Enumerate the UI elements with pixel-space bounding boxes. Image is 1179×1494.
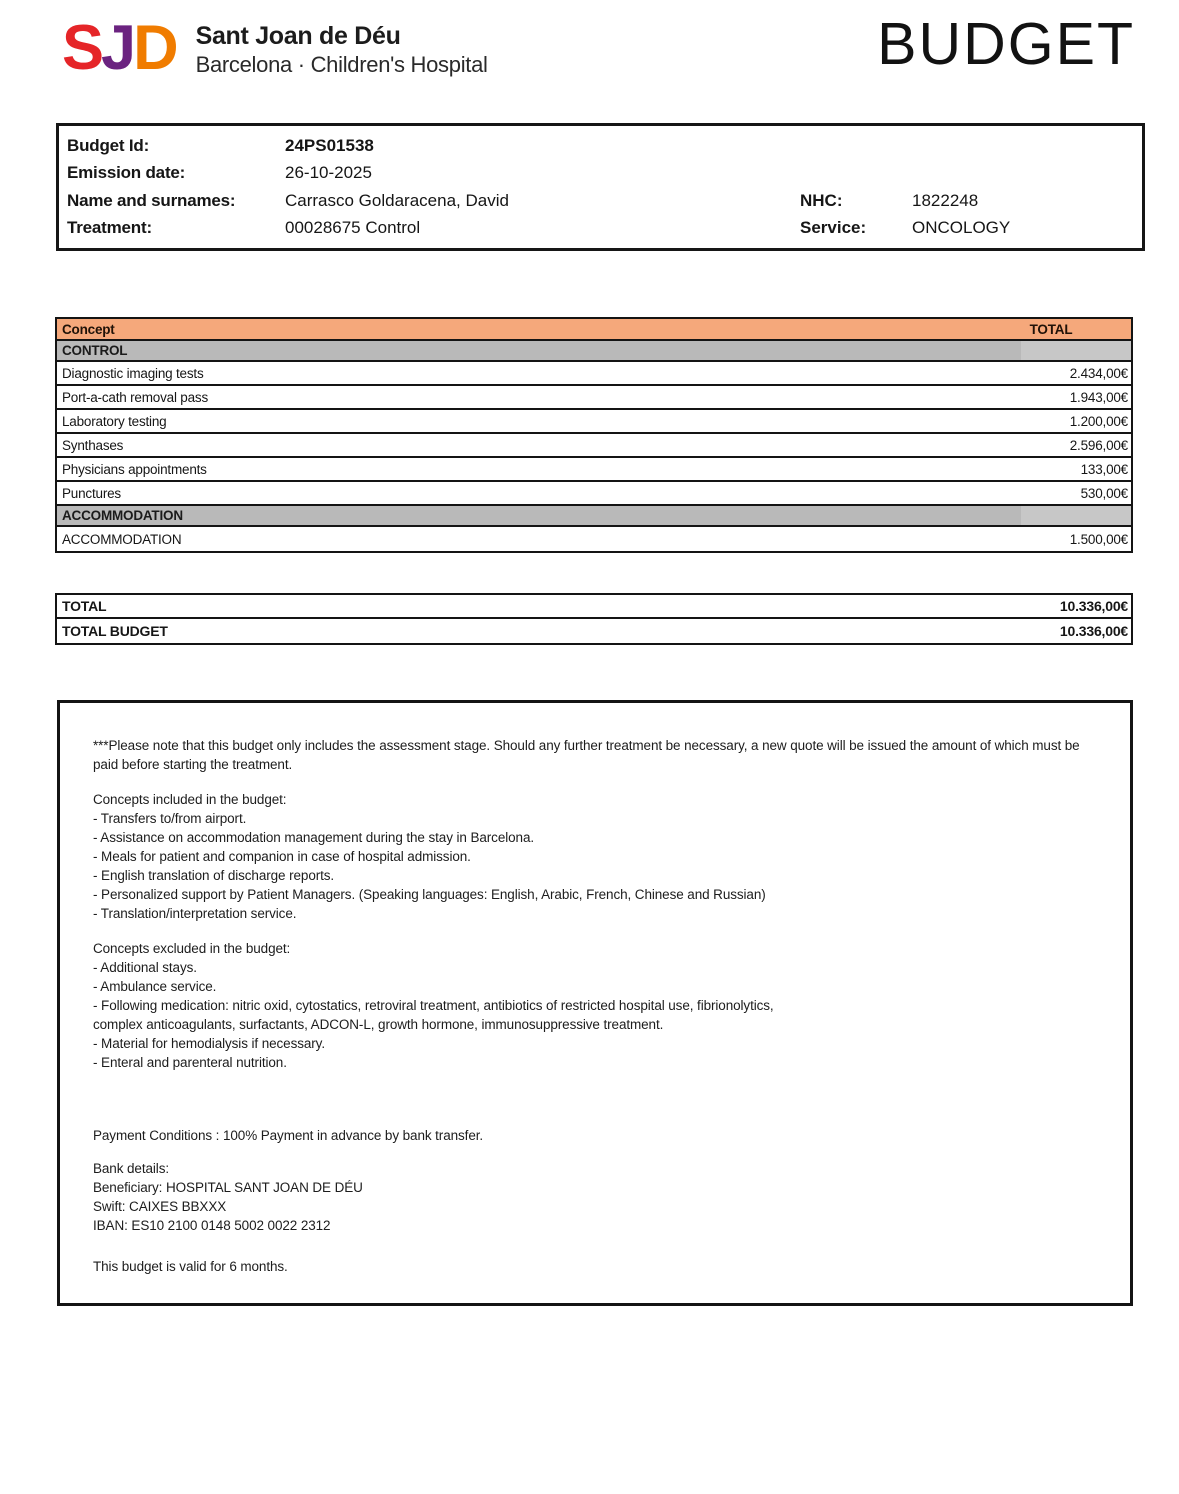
hospital-name: Sant Joan de Déu xyxy=(195,22,401,50)
logo-letter-d: D xyxy=(133,13,176,83)
budget-id-value: 24PS01538 xyxy=(285,135,374,155)
table-header-row xyxy=(57,319,1131,341)
included-item: - English translation of discharge reports. xyxy=(93,868,335,883)
bank-details-title: Bank details: xyxy=(93,1161,169,1176)
info-row-treatment xyxy=(67,215,1134,243)
nhc-label: NHC: xyxy=(800,190,843,210)
bank-beneficiary: Beneficiary: HOSPITAL SANT JOAN DE DÉU xyxy=(93,1180,363,1195)
service-label: Service: xyxy=(800,218,867,238)
table-row xyxy=(57,362,1131,386)
document-title: BUDGET xyxy=(877,11,1135,77)
table-row xyxy=(57,482,1131,506)
table-row xyxy=(57,410,1131,434)
nhc-value: 1822248 xyxy=(912,190,979,210)
logo-letter-s: S xyxy=(62,13,102,83)
total-budget-value: 10.336,00€ xyxy=(1059,623,1128,639)
concepts-excluded-block xyxy=(93,939,1092,1072)
included-item: - Translation/interpretation service. xyxy=(93,906,297,921)
included-item: - Personalized support by Patient Managers. (Speaking languages: English, Arabic, French, Chinese and Russian) xyxy=(93,887,766,902)
notes-box xyxy=(57,700,1133,1306)
excluded-item: - Enteral and parenteral nutrition. xyxy=(93,1055,287,1070)
info-row-name xyxy=(67,187,1134,215)
excluded-item: - Following medication: nitric oxid, cytostatics, retroviral treatment, antibiotics of restricted hospital use, fibrionolytics, xyxy=(93,998,774,1013)
total-cell: 2.434,00€ xyxy=(1069,365,1128,381)
logo-letter-j: J xyxy=(101,13,134,83)
total-row xyxy=(57,595,1131,619)
bank-iban: IBAN: ES10 2100 0148 5002 0022 2312 xyxy=(93,1218,331,1233)
section-label: ACCOMMODATION xyxy=(62,508,183,523)
included-item: - Assistance on accommodation management during the stay in Barcelona. xyxy=(93,830,534,845)
concept-cell: Synthases xyxy=(62,437,124,453)
hospital-subtitle: Barcelona · Children's Hospital xyxy=(195,52,488,77)
name-value: Carrasco Goldaracena, David xyxy=(285,190,509,210)
excluded-item: - Material for hemodialysis if necessary. xyxy=(93,1036,325,1051)
table-row xyxy=(57,386,1131,410)
budget-info-box xyxy=(56,123,1145,251)
concept-cell: Port-a-cath removal pass xyxy=(62,389,209,405)
total-cell: 1.943,00€ xyxy=(1069,389,1128,405)
included-item: - Transfers to/from airport. xyxy=(93,811,247,826)
section-total-cell xyxy=(1021,506,1131,525)
included-title: Concepts included in the budget: xyxy=(93,792,287,807)
total-label: TOTAL xyxy=(62,598,107,614)
table-row xyxy=(57,434,1131,458)
bank-swift: Swift: CAIXES BBXXX xyxy=(93,1199,227,1214)
service-value: ONCOLOGY xyxy=(912,218,1011,238)
total-cell: 133,00€ xyxy=(1080,461,1128,477)
total-column-header: TOTAL xyxy=(1029,321,1073,337)
total-cell: 1.500,00€ xyxy=(1069,531,1128,547)
budget-id-label: Budget Id: xyxy=(67,135,150,155)
sjd-logo-icon xyxy=(62,12,176,84)
concept-cell: Physicians appointments xyxy=(62,461,207,477)
info-row-budget-id xyxy=(67,132,1134,160)
concept-cell: Punctures xyxy=(62,485,121,501)
budget-concept-table xyxy=(55,317,1133,553)
total-budget-label: TOTAL BUDGET xyxy=(62,623,168,639)
emission-date-value: 26-10-2025 xyxy=(285,163,372,183)
treatment-value: 00028675 Control xyxy=(285,218,421,238)
excluded-item: - Ambulance service. xyxy=(93,979,217,994)
assessment-disclaimer: ***Please note that this budget only includes the assessment stage. Should any further treatment be necessary, a new quote will be issued the amount of which must be paid before starting the treatment. xyxy=(93,738,1080,772)
section-total-cell xyxy=(1021,341,1131,360)
concept-cell: Diagnostic imaging tests xyxy=(62,365,204,381)
table-row xyxy=(57,527,1131,551)
concept-column-header: Concept xyxy=(62,321,115,337)
concepts-included-block xyxy=(93,790,1092,923)
concept-cell: Laboratory testing xyxy=(62,413,167,429)
section-label: CONTROL xyxy=(62,343,128,358)
excluded-title: Concepts excluded in the budget: xyxy=(93,941,291,956)
payment-conditions: Payment Conditions : 100% Payment in advance by bank transfer. xyxy=(93,1128,484,1143)
concept-cell: ACCOMMODATION xyxy=(62,531,182,547)
bank-details-block xyxy=(93,1159,1092,1235)
info-row-emission-date xyxy=(67,160,1134,188)
total-cell: 2.596,00€ xyxy=(1069,437,1128,453)
section-row-accommodation xyxy=(57,506,1131,527)
treatment-label: Treatment: xyxy=(67,218,152,238)
hospital-name-block xyxy=(196,12,488,84)
excluded-item: - Additional stays. xyxy=(93,960,197,975)
hospital-logo xyxy=(62,12,488,84)
name-label: Name and surnames: xyxy=(67,190,236,210)
included-item: - Meals for patient and companion in case of hospital admission. xyxy=(93,849,471,864)
total-cell: 1.200,00€ xyxy=(1069,413,1128,429)
section-row-control xyxy=(57,341,1131,362)
total-value: 10.336,00€ xyxy=(1059,598,1128,614)
total-cell: 530,00€ xyxy=(1080,485,1128,501)
emission-date-label: Emission date: xyxy=(67,163,186,183)
table-row xyxy=(57,458,1131,482)
validity-note: This budget is valid for 6 months. xyxy=(93,1259,288,1274)
excluded-item-continuation: complex anticoagulants, surfactants, ADCON-L, growth hormone, immunosuppressive treatment. xyxy=(93,1017,664,1032)
total-budget-row xyxy=(57,619,1131,643)
totals-table xyxy=(55,593,1133,645)
